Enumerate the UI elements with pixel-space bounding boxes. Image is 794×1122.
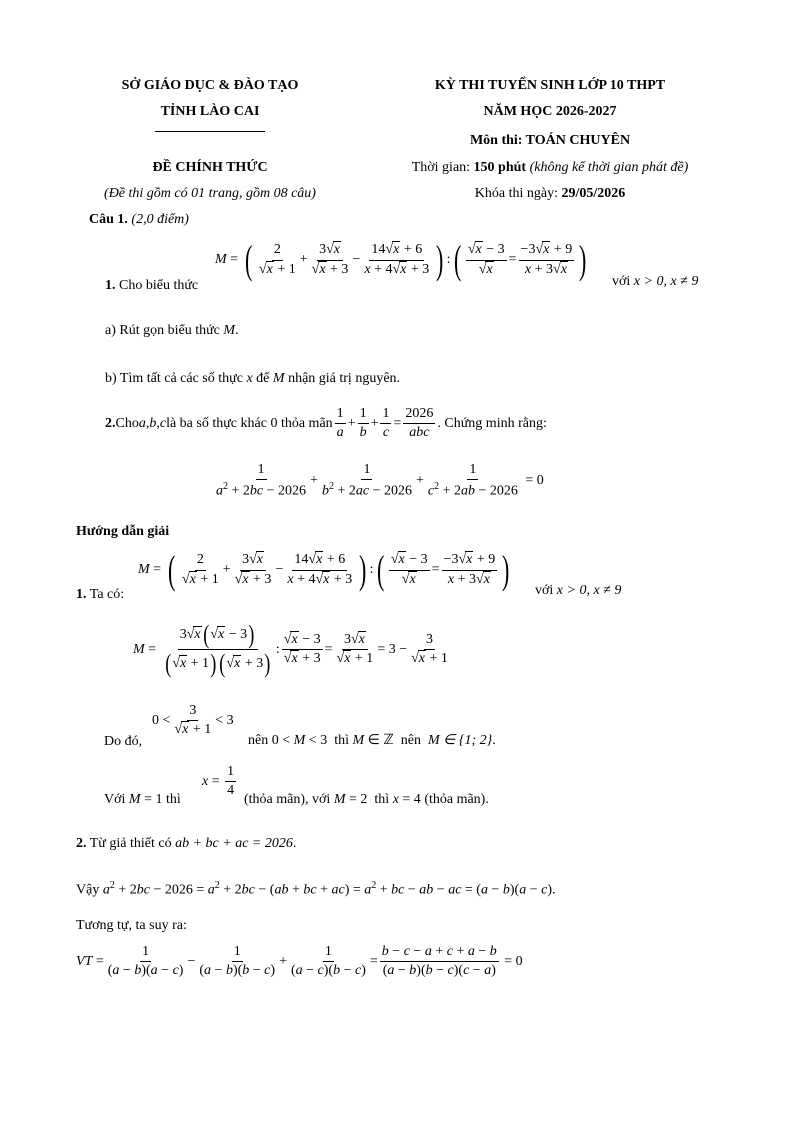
do-do-label: Do đó,	[104, 734, 143, 749]
identity-to-prove: 1 $a^2 + 2bc - 2026$ + 1 $b^2 + 2ac - 2026$ + 1 $c^2 + 2ab - 2026$ = 0	[216, 462, 544, 499]
final-sum: VT = 1 (a − b)(a − c) − 1 (a − b)(b − c) + 1 (a − c)(b − c) = b − c − a + c + a − b (a − b)(b − c)(c − a) = 0	[76, 944, 523, 979]
case-m2: (thỏa mãn), với M = 2 thì x = 4 (thỏa mãn).	[244, 792, 489, 807]
range-conclusion: nên 0 < M < 3 thì M ∈ ℤ nên M ∈ {1; 2}.	[248, 733, 496, 748]
part-2-statement: 2. Cho a,b,c là ba số thực khác 0 thỏa mãn 1 a + 1 b + 1 c = 2026 abc . Chứng minh rằng:	[105, 406, 547, 441]
expression-m: M = ( 2 √x + 1 + 3√x √x + 3 − 14√x + 6 x + 4√x + 3 ) : ( √x − 3 √x = −3√x + 9 x + 3√x )	[215, 237, 587, 282]
solution-1-label: 1. Ta có:	[76, 587, 125, 602]
official-label: ĐỀ CHÍNH THỨC	[152, 160, 268, 175]
part-1-label: 1. Cho biểu thức	[105, 278, 199, 293]
province-name: TỈNH LÀO CAI	[160, 104, 260, 119]
solution-expression: M = ( 2 √x + 1 + 3√x √x + 3 − 14√x + 6 x + 4√x + 3 ) : ( √x − 3 √x = −3√x + 9 x + 3√x )	[138, 547, 510, 592]
part-a: a) Rút gọn biểu thức M.	[105, 323, 239, 338]
solution-condition: với x > 0, x ≠ 9	[535, 583, 622, 598]
page-note: (Đề thi gồm có 01 trang, gồm 08 câu)	[104, 186, 316, 201]
bound-inequality: 0 < 3 √x + 1 < 3	[152, 703, 234, 738]
factorization: Vậy $a^2 + 2bc - 2026 = a^2 + 2bc - (ab$ + bc + $ac) = a^2$ + bc − ab − ac = (a − b)(a − c).	[76, 880, 556, 898]
question-1-title: Câu 1. (2,0 điểm)	[89, 212, 189, 227]
solution-2-start: 2. Từ giả thiết có ab + bc + ac = 2026.	[76, 836, 297, 851]
part-b: b) Tìm tất cả các số thực x để M nhận giá trị nguyên.	[105, 371, 401, 386]
solution-title: Hướng dẫn giải	[76, 524, 170, 539]
similarly-label: Tương tự, ta suy ra:	[76, 918, 187, 933]
header-divider	[155, 131, 265, 132]
exam-title: KỲ THI TUYỂN SINH LỚP 10 THPT	[434, 78, 666, 93]
condition: với x > 0, x ≠ 9	[612, 274, 699, 289]
exam-time: Thời gian: 150 phút (không kể thời gian phát đề)	[411, 160, 689, 175]
case-m1-value: x = 1 4	[202, 764, 235, 799]
dept-name: SỞ GIÁO DỤC & ĐÀO TẠO	[121, 78, 299, 93]
subject: Môn thi: TOÁN CHUYÊN	[469, 133, 631, 148]
simplified-m: M = 3√x(√x − 3) (√x + 1) (√x + 3) : √x − 3 √x + 3 = 3√x √x + 1 = 3 − 3 √x + 1	[133, 620, 448, 678]
exam-date: Khóa thi ngày: 29/05/2026	[474, 186, 626, 201]
case-m1-label: Với M = 1 thì	[104, 792, 181, 807]
school-year: NĂM HỌC 2026-2027	[483, 104, 617, 119]
